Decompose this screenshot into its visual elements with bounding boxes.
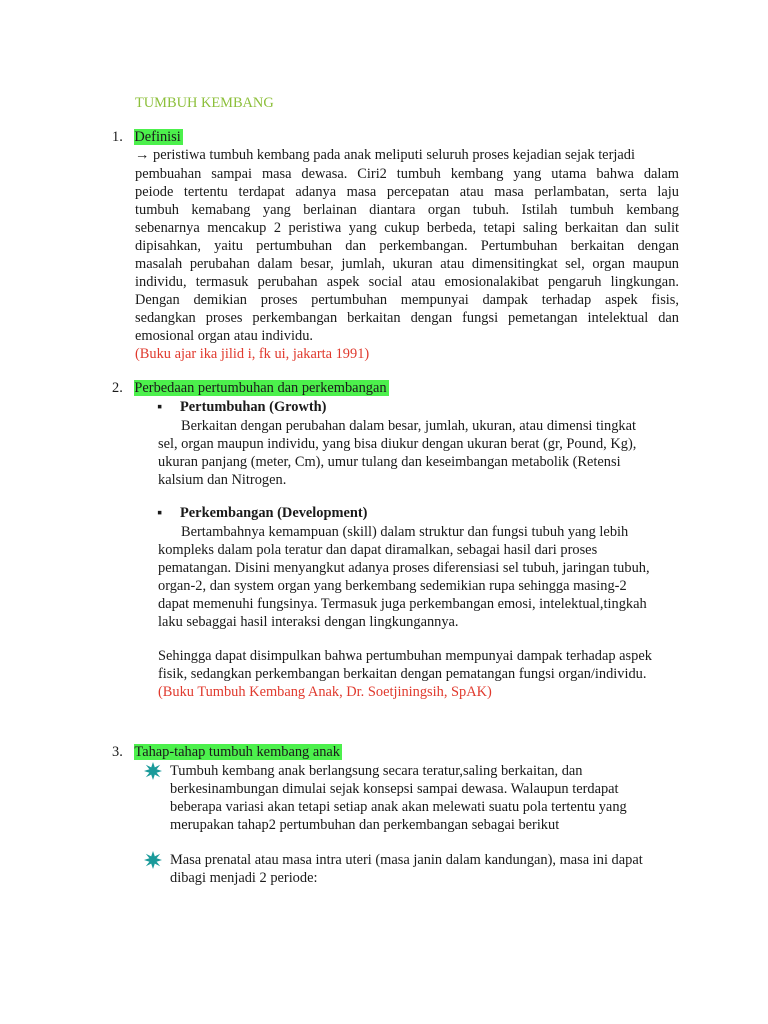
definisi-first-line	[135, 146, 635, 165]
paragraph-line: peristiwa tumbuh kembang pada anak meliputi seluruh proses kejadian sejak terjadi	[153, 147, 635, 163]
paragraph-line: ukuran panjang (meter, Cm), umur tulang dan keseimbangan metabolik (Retensi	[158, 454, 621, 470]
arrow-icon: →	[135, 147, 150, 163]
paragraph-line: Sehingga dapat disimpulkan bahwa pertumbuhan mempunyai dampak terhadap aspek	[158, 648, 652, 664]
paragraph-line: Berkaitan dengan perubahan dalam besar, jumlah, ukuran, atau dimensi tingkat	[181, 418, 636, 434]
section-number: 3.	[112, 744, 123, 760]
paragraph-line: Dengan demikian proses pertumbuhan mempunyai dampak terhadap aspek fisis,	[135, 292, 679, 308]
starburst-bullet-icon	[144, 851, 162, 869]
paragraph-line: laku sebaggai hasil interaksi dengan lingkungannya.	[158, 614, 459, 630]
paragraph-line: Bertambahnya kemampuan (skill) dalam struktur dan fungsi tubuh yang lebih	[181, 524, 629, 540]
section-1-heading	[112, 128, 183, 147]
paragraph-line: Tumbuh kembang anak berlangsung secara teratur,saling berkaitan, dan	[170, 763, 583, 779]
source-citation: (Buku ajar ika jilid i, fk ui, jakarta 1991)	[135, 346, 370, 362]
paragraph-line: tumbuh kemabang yang berlainan diantara organ tubuh. Istilah tumbuh kembang	[135, 202, 679, 218]
square-bullet-icon: ▪	[157, 505, 163, 521]
paragraph-line: kalsium dan Nitrogen.	[158, 472, 287, 488]
growth-title: Pertumbuhan (Growth)	[180, 399, 327, 415]
paragraph-line: pematangan. Disini menyangkut adanya proses diferensiasi sel tubuh, jaringan tubuh,	[158, 560, 650, 576]
paragraph-line: merupakan tahap2 pertumbuhan dan perkembangan sebagai berikut	[170, 817, 560, 833]
paragraph-line: kompleks dalam pola teratur dan dapat diramalkan, sebagai hasil dari proses	[158, 542, 598, 558]
section-number: 2.	[112, 380, 123, 396]
square-bullet-icon: ▪	[157, 399, 163, 415]
starburst-bullet-icon	[144, 762, 162, 780]
paragraph-line: dipisahkan, yaitu pertumbuhan dan perkembangan. Pertumbuhan berkaitan dengan	[135, 238, 679, 254]
section-2-heading	[112, 379, 389, 398]
section-title: Definisi	[134, 129, 181, 145]
paragraph-line: beberapa variasi akan tetapi setiap anak akan melewati suatu pola tertentu yang	[170, 799, 627, 815]
paragraph-line: dibagi menjadi 2 periode:	[170, 870, 318, 886]
section-title: Tahap-tahap tumbuh kembang anak	[134, 744, 340, 760]
paragraph-line: peiode tertentu terdapat adanya masa percepatan atau masa perlambatan, serta laju	[135, 184, 679, 200]
source-citation: (Buku Tumbuh Kembang Anak, Dr. Soetjiningsih, SpAK)	[158, 684, 492, 700]
paragraph-line: masalah perubahan dalam besar, jumlah, ukuran atau dimensitingkat sel, organ maupun	[135, 256, 679, 272]
development-title: Perkembangan (Development)	[180, 505, 368, 521]
paragraph-line: fisik, sedangkan perkembangan berkaitan dengan pematangan fungsi organ/individu.	[158, 666, 647, 682]
paragraph-line: sebenarnya mencakup 2 peristiwa yang cukup berbeda, tetapi saling berkaitan dan sulit	[135, 220, 679, 236]
paragraph-line: berkesinambungan dimulai sejak konsepsi sampai dewasa. Walaupun terdapat	[170, 781, 619, 797]
document-title: TUMBUH KEMBANG	[135, 95, 274, 111]
paragraph-line: emosional organ atau individu.	[135, 328, 313, 344]
section-number: 1.	[112, 129, 123, 145]
paragraph-line: pembuahan sampai masa dewasa. Ciri2 tumbuh kembang yang utama bahwa dalam	[135, 166, 679, 182]
paragraph-line: individu, termasuk perubahan aspek social atau emosionalakibat pengaruh lingkungan.	[135, 274, 679, 290]
paragraph-line: dapat memenuhi fungsinya. Termasuk juga perkembangan emosi, intelektual,tingkah	[158, 596, 647, 612]
paragraph-line: sedangkan proses perkembangan berkaitan dengan fungsi pemetangan intelektual dan	[135, 310, 679, 326]
section-title: Perbedaan pertumbuhan dan perkembangan	[134, 380, 387, 396]
paragraph-line: Masa prenatal atau masa intra uteri (masa janin dalam kandungan), masa ini dapat	[170, 852, 643, 868]
section-3-heading	[112, 743, 342, 762]
paragraph-line: sel, organ maupun individu, yang bisa diukur dengan ukuran berat (gr, Pound, Kg),	[158, 436, 637, 452]
paragraph-line: organ-2, dan system organ yang berkembang sedemikian rupa sehingga masing-2	[158, 578, 627, 594]
